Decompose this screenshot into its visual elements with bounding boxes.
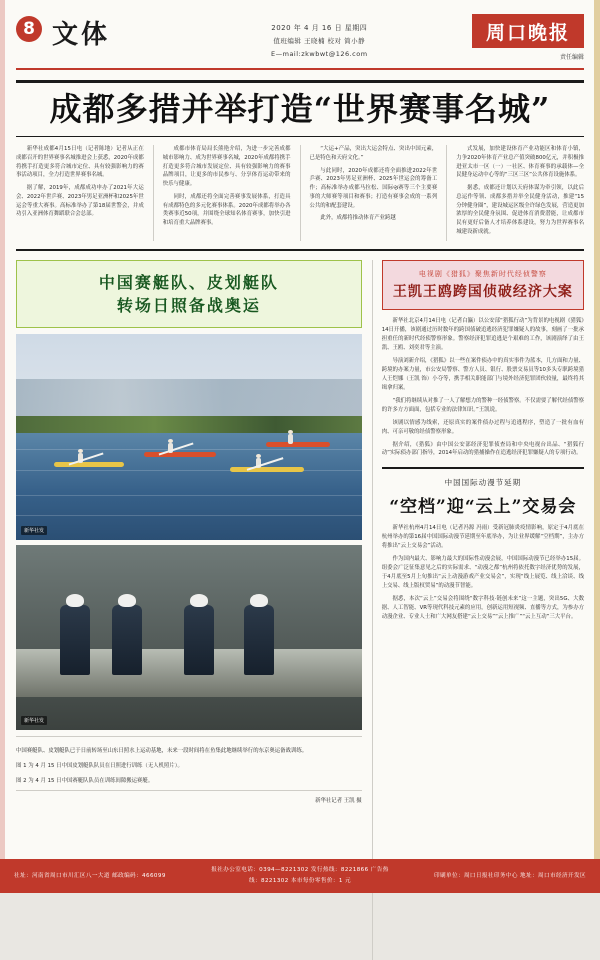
photo-feature-banner xyxy=(16,260,362,328)
photo-wave xyxy=(16,449,362,450)
photo-kayak-training xyxy=(16,334,362,540)
kayak-boat xyxy=(266,442,330,447)
masthead-sub-label: 责任编辑 xyxy=(559,54,584,61)
lead-headline-wrap xyxy=(16,80,584,137)
article-paragraph: 新华社杭州4月14日电（记者冯源 冯雨）受新冠肺炎疫情影响，原定于4月底在杭州举办的第16届中国国际动漫节延期至年底举办，为让业界缓解“空档期”，主办方将推出“云上交易会”活动。 xyxy=(381,525,584,550)
page-number-badge: 8 xyxy=(16,16,42,42)
photo-caption-fig2: 图 2 为 4 月 15 日中国赛艇队队员在训练间隙搬运赛艇。 xyxy=(16,777,154,784)
footer-left: 社址：河南省周口市川汇区八一大道 邮政编码：466099 xyxy=(14,872,166,879)
footer-right: 印刷单位：周口日报社印务中心 地址：周口市经济开发区 xyxy=(433,872,586,879)
photo-feature xyxy=(16,260,362,960)
lead-paragraph: 同时，成都还将全面完善赛事发展体系，打造具有成都特色的多元化赛事体系。2020年成都将举办各类赛事近50项，并围绕全球知名体育赛事，加快引进和培育重大品牌赛事。 xyxy=(162,193,291,227)
photo-wave xyxy=(16,495,362,496)
photo2-athlete-head xyxy=(66,594,84,607)
lead-paragraph: 此外，成都将推动体育产业跨越 xyxy=(320,215,396,222)
article-paragraph: 据介绍，《猎狐》由中国公安部经济犯罪侦查局和中央电视台出品、“猎狐行动”实际侦办部门指导，2014年启动的猎捕操作在追逃经济犯罪嫌疑人的专项行动。 xyxy=(381,441,584,457)
article-paragraph: 据悉，本次“云上”交易会将围绕“数字科技·链创未来”这一主题，突出5G、大数据、人工智能、VR等现代科技元素的应用，创新运用短视频、直播等方式，为参办方动漫企业、专业人士和广大网友搭建“云上交易”“云上推广”“云上互动”三大平台。 xyxy=(381,596,584,621)
photo2-athlete xyxy=(244,605,274,675)
photo-byline: 新华社记者 王凯 摄 xyxy=(315,797,362,804)
tv-drama-headline-box xyxy=(382,260,584,310)
photo-wave xyxy=(16,515,362,516)
lead-paragraph: 式发展，加快建设体育产业功能区和体育小镇，力争2020年体育产业总产值突破800亿元，并积极推进亚太市一区（一）一社区、体育赛事的承载体—全民健身运动中心等的“三区三区”公共体育设施体系。 xyxy=(456,146,584,179)
article-paragraph: 作为国内最大、影响力最大的国际性动漫会展，中国国际动漫节已经举办15届。组委会广泛征集意见之后的实际需求、“动漫之都”杭州将依托数字经济优势的发展，于4月底至5月上旬推出“云上动漫游戏产业交易会”，实现“线上展览、线上洽谈、线上交易、线上版权贸易”的动漫节智能。 xyxy=(381,556,584,590)
photo-caption-fig1: 图 1 为 4 月 15 日中国皮划艇队队员在日照进行训练（无人机照片）。 xyxy=(16,762,183,769)
lower-section xyxy=(16,260,584,960)
photo2-athlete-head xyxy=(190,594,208,607)
photo-caption-box xyxy=(16,736,362,791)
section-title: 文体 xyxy=(52,20,111,50)
photo-rowers-carrying-boat xyxy=(16,545,362,730)
left-edge-strip xyxy=(0,0,5,859)
lead-paragraph: 新华社成都4月15日电（记者陈地）记者从正在成都召开的世界赛事名城推进会上获悉，2020年成都将携手打造更多符合城市定位、具有较强影响力的赛事活动项目，全力打造世界赛事名城。 xyxy=(16,146,144,179)
lead-headline: 成都多措并举打造“世界赛事名城” xyxy=(49,90,551,128)
kayak-athlete xyxy=(288,434,293,444)
lead-column-1 xyxy=(16,145,144,241)
lead-paragraph: “大运+产品，突出大运会特点、突出中国元素，已是特色和天府文化。” xyxy=(309,146,438,161)
photo-credit-tag: 新华社发 xyxy=(21,526,47,535)
lead-column-3 xyxy=(300,145,438,241)
photo2-athlete-head xyxy=(250,594,268,607)
masthead xyxy=(16,14,584,70)
publication-logo: 周口晚报 xyxy=(472,14,584,48)
photo-wave xyxy=(16,470,362,471)
kayak-boat xyxy=(230,467,304,472)
lead-paragraph: 成都市体育局局长熊艳介绍，为进一步完善成都城市影响力、成为世界赛事名城，2020年成都将携手打造更多符合城市发展定位、具有较强影响力的赛事品牌项目，让更多的市民参与、分享体育运动带来的快乐与健康。 xyxy=(162,146,291,188)
article-paragraph: 该剧以情感为线索，还原真实的案件侦办过程与追逃程序，塑造了一批有血有肉、可亲可敬的经侦警察形象。 xyxy=(381,419,584,435)
banner-line-2: 转场日照备战奥运 xyxy=(116,295,261,315)
lead-column-2 xyxy=(153,145,291,241)
page-footer xyxy=(0,859,600,893)
tv-drama-kicker: 电视剧《猎狐》聚焦新时代经侦警察 xyxy=(418,269,547,278)
lead-column-4 xyxy=(446,145,584,241)
kayak-boat xyxy=(144,452,216,457)
article-paragraph: “我们将继续从对推了一人了解想力的警种一经侦警察。不仅需要了解代经侦警察的许多方方面面，包括专业的法律知识。”王凯说。 xyxy=(381,397,584,413)
photo-caption-main: 中国赛艇队、皮划艇队已于日前转场至山东日照水上运动基地，未来一段时间将在鱼集此地继续举行的东京奥运备战训练。 xyxy=(16,748,308,755)
banner-line-1: 中国赛艇队、皮划艇队 xyxy=(98,272,279,292)
lead-paragraph: 据悉，成都还计划以天府体谋为牵引领，以此后总运作等领、成都多措并举全民健身活动，推建“15分钟健身圈”，建设城运区级全许绿色发展，营造更加浓厚的全民健身氛围、促进体育消费潜能，让成都市民有更好后备人才培养体系建设，努力为世界赛事名城建设新成就。 xyxy=(456,185,584,235)
article-paragraph: 新华社北京4月14日电（记者白瀛）以公安部“猎狐行动”为背景的电视剧《猎狐》14日开播，该剧通过历时数年的跨国侦破追逃经济犯罪嫌疑人的故事，刻画了一批承担重任的新时代经侦警察形象。警察经济犯罪追逃是个艰难的工作，该剧演绎了由王凯、王鸥、刘奕君等主演。 xyxy=(381,317,584,351)
footer-middle: 报社办公室电话：0394—8221302 发行热线：8221866 广告热线：8221302 本市每份零售价：1 元 xyxy=(211,867,389,884)
photo2-athlete-head xyxy=(118,594,136,607)
staff-line-1: 值班编辑 王晓楠 校对 简小静 xyxy=(273,37,366,46)
masthead-center-info xyxy=(271,22,368,60)
lead-paragraph: 据了解，2019年，成都成功申办了2021年大运会、2022年世乒赛、2023年男足亚洲杯和2025年世运会等重大赛事。高标准举办了第18届世警会，并成功引入亚洲体育舞蹈联合会总部。 xyxy=(16,185,144,218)
photo2-athlete xyxy=(184,605,214,675)
right-edge-strip xyxy=(594,0,600,859)
anime-festival-headline xyxy=(382,477,584,517)
lead-article-columns xyxy=(16,145,584,251)
anime-festival-subtitle: 中国国际动漫节延期 xyxy=(444,478,522,488)
staff-line-2: E—mail:zkwbwt@126.com xyxy=(271,49,368,58)
lead-paragraph: 与此同时，2020年成都还将全面推进2022年世乒赛、2023年男足亚洲杯、2025年世运会的筹备工作；高标准举办成都马拉松、国际ણ赛等三个主要赛事的大师赛等项目和赛事；打造有赛事会成的一系列公共的和配套建设。 xyxy=(309,167,438,209)
anime-festival-body xyxy=(382,524,584,622)
article-paragraph: 导演刘新介绍，《猎狐》以一些在案件侦办中的真实事件为蓝本，几方面和力量、跨境的办案力量，市公安局警察、警方人员、银行、股票交易员等10多头专职跨境猎人王恺娜（王凯 饰）小夺等，携手相关职能部门与境外经济犯罪团伙较量，最终将其缉拿归案。 xyxy=(381,357,584,391)
kayak-boat xyxy=(54,462,124,467)
photo-credit-tag: 新华社发 xyxy=(21,716,47,725)
anime-festival-title: “空档”迎“云上”交易会 xyxy=(389,497,577,518)
section-divider xyxy=(382,467,584,469)
dateline: 2020 年 4 月 16 日 星期四 xyxy=(271,24,368,32)
photo2-athlete xyxy=(60,605,90,675)
tv-drama-body xyxy=(382,317,584,459)
tv-drama-title: 王凯王鸥跨国侦破经济大案 xyxy=(392,283,573,300)
photo2-athlete xyxy=(112,605,142,675)
right-column xyxy=(372,260,584,960)
